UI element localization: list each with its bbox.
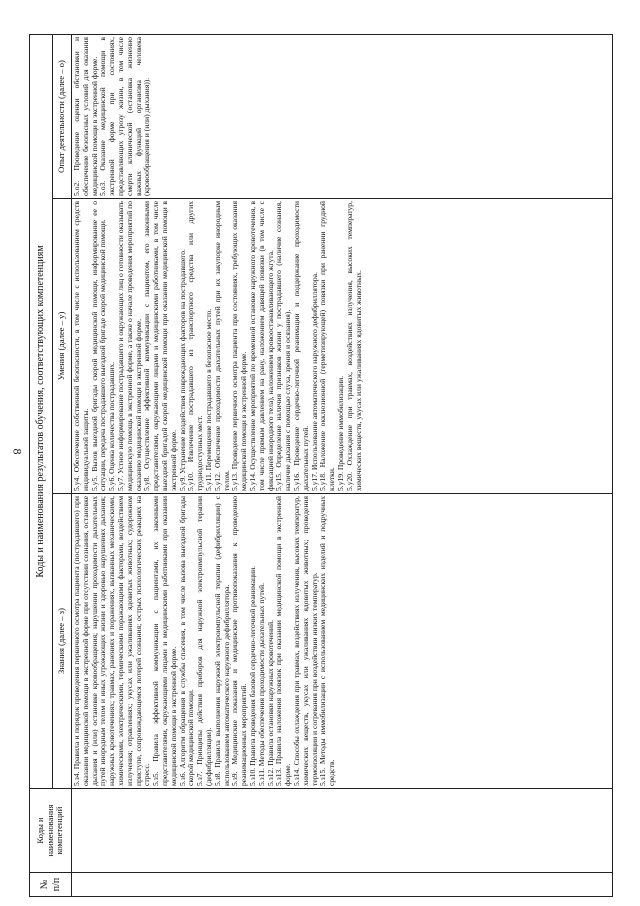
header-codes: Коды и наименования компетенций (30, 789, 72, 873)
result-item: 5.у18. Наложение окклюзионной (герметизирующей) повязки при ранении грудной клетки. (318, 201, 337, 491)
page-number: 8 (10, 448, 25, 455)
result-item: 5.у19. Проведение иммобилизации. (335, 375, 345, 491)
result-item: 5.у20. Охлаждение при травмах, воздействиях излучения, высоких температур, химических веществ, укусах или ужаливаниях ядовитых животных. (344, 201, 363, 491)
result-item: 5.у14. Осуществление мероприятий по временной остановке наружного кровотечения, в том числе прямым давлением на рану, наложением давящей повязки (в том числе с фиксацией инородного тела), наложением кровоостанавливающего жгута. (247, 201, 275, 491)
result-item: 5.о3. Оказание медицинской помощи в экстренной форме при состояниях, представляющих угрозу жизни, в том числе смерти клинической (остановка жизненно важных функций организма человека (кровообращения и (или) дыхания)). (98, 36, 152, 196)
result-item: 5.у11. Перемещение пострадавшего в безопасное место. (203, 308, 213, 491)
result-item: 5.з11. Методы обеспечения проходимости дыхательных путей. (256, 582, 266, 786)
header-skills: Умения (далее – у) (53, 199, 72, 494)
result-item: 5.з12. Правила остановки наружных кровотечений. (265, 620, 275, 786)
result-item: 5.з9. Медицинские показания и медицинские противопоказания к проведению реанимационных мероприятий. (230, 496, 249, 786)
result-item: 5.у17. Использование автоматического наружного дефибриллятора. (309, 272, 319, 491)
result-item: 5.з8. Правила выполнения наружной электроимпульсной терапии (дефибрилляции) с использованием автоматического наружного дефибриллятора. (212, 496, 231, 786)
result-item: 5.з15. Методы иммобилизации с использованием медицинских изделий и подручных средств. (318, 496, 337, 786)
cell-num (72, 873, 613, 897)
cell-skills (72, 199, 613, 494)
cell-experience (72, 34, 613, 198)
result-item: 5.о2. Проведение оценки обстановки и обеспечение безопасных условий для оказания медицинской помощи в экстренной форме. (72, 36, 99, 196)
header-num: № п/п (30, 873, 72, 897)
result-item: 5.у4. Обеспечение собственной безопасности, в том числе с использованием средств индивидуальной защиты. (72, 201, 90, 491)
result-item: 5.з14. Способы охлаждения при травмах, воздействиях излучения, высоких температур, химических веществ, укусах или ужаливаниях ядовитых животных; проведения термоизоляции и согревания при воздействии низких температур. (291, 496, 319, 786)
header-results-group: Коды и наименования результатов обучения, соответствующих компетенциям (30, 34, 53, 788)
result-item: 5.у15. Определение наличия признаков жизни у пострадавшего (наличие сознания, наличие дыхания с помощью слуха, зрения и осязания). (274, 201, 293, 491)
result-item: 5.з5. Правила эффективной коммуникации с пациентами, их законными представителями, окружающими лицами и медицинскими работниками при оказании медицинской помощи в экстренной форме. (151, 496, 178, 786)
result-item: 5.з10. Правила проведения базовой сердечно-легочной реанимации. (247, 565, 257, 786)
result-item: 5.у8. Осуществление эффективной коммуникации с пациентом, его законными представителями, окружающими лицами и медицинскими работниками, в том числе выездной бригадой скорой медицинской помощи при оказании медицинской помощи в экстренной форме. (142, 201, 178, 491)
rotated-table-wrapper (29, 35, 613, 897)
cell-codes (72, 789, 613, 873)
result-item: 5.у7. Устное информирование пострадавшего и окружающих лиц о готовности оказывать медицинскую помощь в экстренной форме, а также о начале проведения мероприятий по оказанию медицинской помощи в экстренной форме. (115, 201, 143, 491)
result-item: 5.з6. Алгоритм обращения в службы спасения, в том числе вызова выездной бригады скорой медицинской помощи. (177, 496, 196, 786)
result-item: 5.у12. Обеспечение проходимости дыхательных путей при их закупорке инородным телом. (212, 201, 231, 491)
header-knowledge: Знания (далее – з) (53, 494, 72, 789)
result-item: 5.у5. Вызов выездной бригады скорой медицинской помощи, информирование ее о ситуации, передача пострадавшего выездной бригаде скорой медицинской помощи. (89, 201, 108, 491)
result-item: 5.у10. Извлечение пострадавшего из транспортного средства или других труднодоступных мест. (186, 201, 205, 491)
result-item: 5.у9. Устранение воздействия повреждающих факторов на пострадавшего. (177, 249, 187, 491)
result-item: 5.з13. Правила наложения повязок при оказании медицинской помощи в экстренной форме. (274, 496, 293, 786)
competency-table (29, 34, 613, 897)
result-item: 5.у6. Оценка количества пострадавших. (107, 361, 117, 491)
cell-knowledge (72, 494, 613, 789)
result-item: 5.з7. Принципы действия приборов для наружной электроимпульсной терапии (дефибрилляции). (195, 496, 213, 786)
header-experience: Опыт деятельности (далее – о) (53, 34, 72, 198)
result-item: 5.у13. Проведение первичного осмотра пациента при состояниях, требующих оказания медицинской помощи в экстренной форме. (230, 201, 249, 491)
result-item: 5.з4. Правила и порядок проведения первичного осмотра пациента (пострадавшего) при оказании медицинской помощи в экстренной форме при отсутствии сознания, остановке дыхания и (или) остановке кровообращения; нарушении проходимости дыхательных путей инородным телом и иных угрожающих жизни и здоровью нарушениях дыхания; наружных кровотечениях; травмах, ранениях и поражениях, вызванных механическими, химическими, электрическими, термическими поражающими факторами, воздействием излучения; отравлениях; укусах или ужаливаниях ядовитых животных; судорожном приступе, сопровождающемся потерей сознания; острых психологических реакциях на стресс. (72, 496, 152, 786)
result-item: 5.у16. Проведение сердечно-легочной реанимации и поддержание проходимости дыхательных путей. (291, 201, 310, 491)
